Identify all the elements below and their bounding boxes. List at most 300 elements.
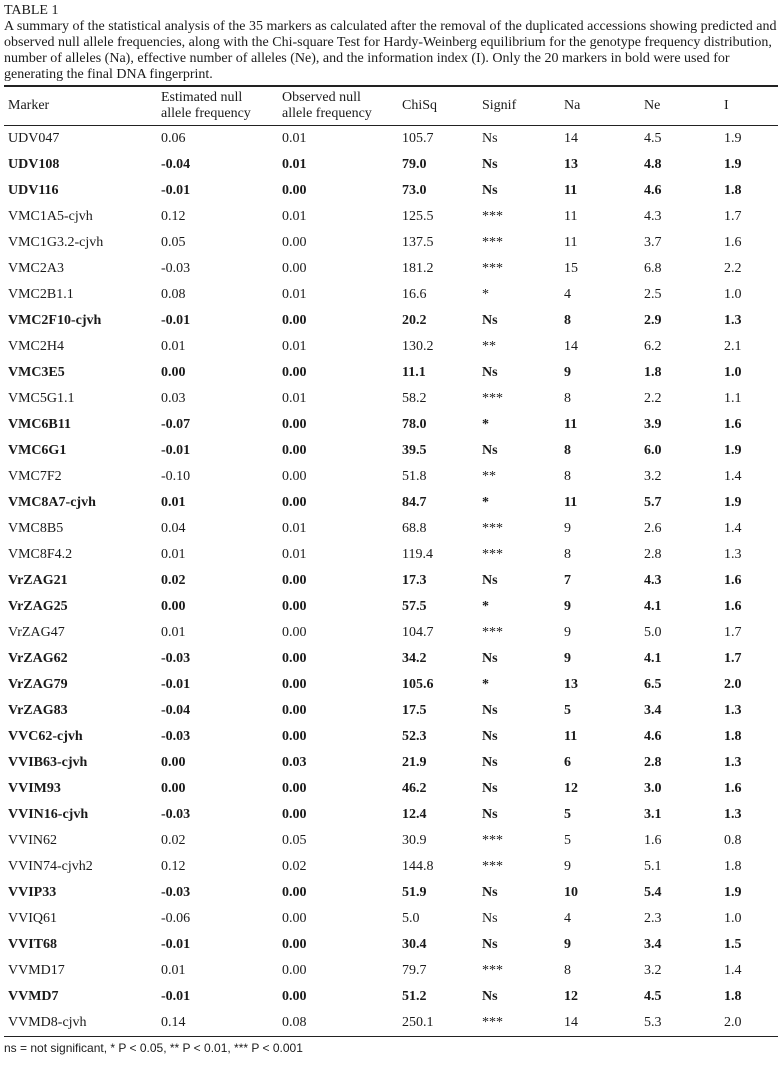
cell-estimated-null: 0.04 <box>161 521 186 536</box>
cell-marker: VrZAG21 <box>8 573 68 588</box>
cell-observed-null: 0.00 <box>282 651 307 666</box>
cell-na: 13 <box>564 157 578 172</box>
cell-signif: Ns <box>482 365 498 380</box>
cell-marker: VMC2F10-cjvh <box>8 313 102 328</box>
cell-ne: 3.4 <box>644 703 662 718</box>
cell-i: 2.1 <box>724 339 742 354</box>
cell-na: 14 <box>564 131 578 146</box>
cell-signif: *** <box>482 833 503 848</box>
cell-estimated-null: 0.01 <box>161 547 186 562</box>
cell-na: 9 <box>564 651 571 666</box>
cell-estimated-null: -0.01 <box>161 937 191 952</box>
table-row <box>4 672 778 698</box>
cell-observed-null: 0.00 <box>282 677 307 692</box>
cell-chisq: 137.5 <box>402 235 434 250</box>
table-row <box>4 386 778 412</box>
cell-marker: VVIP33 <box>8 885 57 900</box>
cell-observed-null: 0.01 <box>282 157 307 172</box>
table-row <box>4 698 778 724</box>
cell-na: 5 <box>564 807 571 822</box>
cell-ne: 2.5 <box>644 287 662 302</box>
table-row <box>4 360 778 386</box>
cell-ne: 6.0 <box>644 443 662 458</box>
cell-marker: VMC3E5 <box>8 365 65 380</box>
cell-i: 1.4 <box>724 963 742 978</box>
cell-estimated-null: -0.04 <box>161 703 191 718</box>
cell-i: 1.9 <box>724 495 742 510</box>
cell-observed-null: 0.08 <box>282 1015 307 1030</box>
cell-observed-null: 0.01 <box>282 209 307 224</box>
cell-observed-null: 0.00 <box>282 989 307 1004</box>
cell-signif: * <box>482 287 489 302</box>
cell-estimated-null: -0.03 <box>161 729 191 744</box>
cell-i: 1.3 <box>724 755 742 770</box>
cell-estimated-null: 0.14 <box>161 1015 186 1030</box>
header-estimated-null-line2: allele frequency <box>161 106 251 121</box>
cell-i: 1.5 <box>724 937 742 952</box>
cell-marker: VVIT68 <box>8 937 58 952</box>
cell-na: 14 <box>564 339 578 354</box>
cell-marker: VVIN16-cjvh <box>8 807 89 822</box>
cell-chisq: 30.4 <box>402 937 427 952</box>
cell-na: 12 <box>564 989 578 1004</box>
cell-signif: *** <box>482 521 503 536</box>
table-row <box>4 126 778 153</box>
cell-ne: 4.5 <box>644 131 662 146</box>
cell-chisq: 52.3 <box>402 729 427 744</box>
cell-chisq: 58.2 <box>402 391 427 406</box>
cell-i: 1.3 <box>724 313 742 328</box>
cell-signif: Ns <box>482 755 498 770</box>
cell-ne: 3.7 <box>644 235 662 250</box>
cell-chisq: 39.5 <box>402 443 427 458</box>
cell-na: 5 <box>564 703 571 718</box>
cell-observed-null: 0.00 <box>282 625 307 640</box>
cell-observed-null: 0.02 <box>282 859 307 874</box>
cell-estimated-null: -0.01 <box>161 989 191 1004</box>
cell-i: 1.4 <box>724 469 742 484</box>
cell-ne: 1.8 <box>644 365 662 380</box>
cell-signif: *** <box>482 209 503 224</box>
cell-na: 8 <box>564 469 571 484</box>
table-footnote: ns = not significant, * P < 0.05, ** P < 0.01, *** P < 0.001 <box>4 1041 303 1055</box>
cell-marker: VMC2B1.1 <box>8 287 74 302</box>
cell-marker: VVMD8-cjvh <box>8 1015 87 1030</box>
cell-na: 5 <box>564 833 571 848</box>
cell-estimated-null: 0.06 <box>161 131 186 146</box>
cell-i: 1.7 <box>724 209 742 224</box>
table-row <box>4 620 778 646</box>
cell-ne: 5.4 <box>644 885 662 900</box>
cell-observed-null: 0.01 <box>282 391 307 406</box>
cell-na: 7 <box>564 573 571 588</box>
cell-ne: 4.6 <box>644 729 662 744</box>
cell-chisq: 119.4 <box>402 547 433 562</box>
cell-ne: 3.2 <box>644 963 662 978</box>
table-header-row <box>4 86 778 126</box>
table-row <box>4 542 778 568</box>
cell-na: 11 <box>564 209 578 224</box>
cell-chisq: 17.3 <box>402 573 427 588</box>
cell-observed-null: 0.00 <box>282 313 307 328</box>
cell-observed-null: 0.00 <box>282 573 307 588</box>
cell-marker: UDV047 <box>8 131 60 146</box>
cell-chisq: 78.0 <box>402 417 427 432</box>
cell-na: 9 <box>564 365 571 380</box>
cell-observed-null: 0.00 <box>282 963 307 978</box>
cell-marker: VMC8B5 <box>8 521 64 536</box>
header-observed-null-line1: Observed null <box>282 90 361 105</box>
cell-ne: 4.3 <box>644 209 662 224</box>
header-observed-null-line2: allele frequency <box>282 106 372 121</box>
cell-i: 1.8 <box>724 729 742 744</box>
cell-observed-null: 0.00 <box>282 885 307 900</box>
cell-signif: Ns <box>482 443 498 458</box>
table-body <box>4 126 778 1037</box>
cell-signif: Ns <box>482 703 498 718</box>
cell-chisq: 11.1 <box>402 365 426 380</box>
cell-observed-null: 0.00 <box>282 235 307 250</box>
cell-marker: UDV108 <box>8 157 60 172</box>
cell-signif: * <box>482 417 489 432</box>
cell-observed-null: 0.00 <box>282 807 307 822</box>
cell-i: 1.9 <box>724 157 742 172</box>
cell-chisq: 12.4 <box>402 807 427 822</box>
cell-marker: VrZAG83 <box>8 703 68 718</box>
cell-marker: VVC62-cjvh <box>8 729 83 744</box>
cell-estimated-null: -0.03 <box>161 807 191 822</box>
header-estimated-null-line1: Estimated null <box>161 90 243 105</box>
cell-chisq: 144.8 <box>402 859 434 874</box>
cell-ne: 2.3 <box>644 911 662 926</box>
cell-i: 1.6 <box>724 573 742 588</box>
cell-estimated-null: 0.01 <box>161 495 186 510</box>
cell-signif: Ns <box>482 313 498 328</box>
table-row <box>4 1010 778 1037</box>
cell-i: 1.8 <box>724 989 742 1004</box>
cell-observed-null: 0.00 <box>282 469 307 484</box>
cell-observed-null: 0.00 <box>282 183 307 198</box>
table-row <box>4 334 778 360</box>
cell-na: 11 <box>564 235 578 250</box>
cell-observed-null: 0.00 <box>282 729 307 744</box>
cell-i: 0.8 <box>724 833 742 848</box>
header-estimated-null <box>157 86 278 126</box>
cell-ne: 2.6 <box>644 521 662 536</box>
cell-ne: 3.1 <box>644 807 662 822</box>
cell-i: 1.7 <box>724 651 742 666</box>
cell-i: 1.4 <box>724 521 742 536</box>
table-caption: A summary of the statistical analysis of the 35 markers as calculated after the removal of the duplicated accessions showing predicted and observed null allele frequencies, along with the Chi-square Test for Hardy-Weinberg equilibrium for the genotype frequency distribution, number of alleles (Na), effective number of alleles (Ne), and the information index (I). Only the 20 markers in bold were used for generating the final DNA fingerprint. <box>4 19 777 82</box>
cell-na: 6 <box>564 755 571 770</box>
cell-i: 2.2 <box>724 261 742 276</box>
cell-estimated-null: 0.12 <box>161 859 186 874</box>
cell-ne: 5.7 <box>644 495 662 510</box>
cell-observed-null: 0.00 <box>282 417 307 432</box>
table-row <box>4 230 778 256</box>
cell-signif: * <box>482 599 489 614</box>
table-row <box>4 880 778 906</box>
table-row <box>4 282 778 308</box>
cell-signif: *** <box>482 859 503 874</box>
cell-marker: VMC1G3.2-cjvh <box>8 235 104 250</box>
cell-chisq: 181.2 <box>402 261 434 276</box>
cell-i: 1.9 <box>724 885 742 900</box>
cell-estimated-null: -0.10 <box>161 469 191 484</box>
cell-na: 11 <box>564 183 578 198</box>
cell-chisq: 130.2 <box>402 339 434 354</box>
cell-signif: * <box>482 495 489 510</box>
cell-chisq: 34.2 <box>402 651 427 666</box>
cell-chisq: 105.7 <box>402 131 434 146</box>
table-row <box>4 490 778 516</box>
table-row <box>4 152 778 178</box>
cell-marker: VMC5G1.1 <box>8 391 75 406</box>
header-na: Na <box>564 98 581 113</box>
cell-signif: *** <box>482 1015 503 1030</box>
cell-i: 1.0 <box>724 287 742 302</box>
cell-estimated-null: 0.00 <box>161 599 186 614</box>
cell-signif: Ns <box>482 807 498 822</box>
table-row <box>4 204 778 230</box>
cell-chisq: 73.0 <box>402 183 427 198</box>
cell-ne: 2.2 <box>644 391 662 406</box>
header-chisq: ChiSq <box>402 98 438 113</box>
table-row <box>4 594 778 620</box>
cell-chisq: 57.5 <box>402 599 427 614</box>
cell-ne: 5.1 <box>644 859 662 874</box>
cell-na: 4 <box>564 287 571 302</box>
cell-na: 13 <box>564 677 578 692</box>
cell-chisq: 125.5 <box>402 209 434 224</box>
cell-chisq: 30.9 <box>402 833 427 848</box>
cell-observed-null: 0.03 <box>282 755 307 770</box>
cell-signif: Ns <box>482 131 498 146</box>
cell-signif: ** <box>482 469 496 484</box>
cell-na: 8 <box>564 391 571 406</box>
header-marker: Marker <box>8 98 50 113</box>
table-row <box>4 958 778 984</box>
cell-observed-null: 0.00 <box>282 937 307 952</box>
cell-na: 11 <box>564 417 578 432</box>
table-label: TABLE 1 <box>4 3 59 18</box>
cell-observed-null: 0.00 <box>282 365 307 380</box>
cell-i: 2.0 <box>724 1015 742 1030</box>
cell-ne: 6.5 <box>644 677 662 692</box>
cell-marker: VVIN74-cjvh2 <box>8 859 93 874</box>
cell-signif: ** <box>482 339 496 354</box>
table-row <box>4 256 778 282</box>
cell-estimated-null: -0.01 <box>161 677 191 692</box>
cell-marker: VVIN62 <box>8 833 57 848</box>
cell-signif: Ns <box>482 911 498 926</box>
cell-estimated-null: 0.02 <box>161 573 186 588</box>
cell-signif: * <box>482 677 489 692</box>
cell-signif: Ns <box>482 573 498 588</box>
cell-marker: VMC2H4 <box>8 339 65 354</box>
cell-signif: Ns <box>482 885 498 900</box>
cell-chisq: 16.6 <box>402 287 427 302</box>
cell-chisq: 51.9 <box>402 885 427 900</box>
cell-estimated-null: -0.03 <box>161 261 191 276</box>
table-row <box>4 568 778 594</box>
cell-observed-null: 0.00 <box>282 599 307 614</box>
cell-estimated-null: 0.08 <box>161 287 186 302</box>
cell-estimated-null: -0.06 <box>161 911 191 926</box>
cell-marker: VMC8F4.2 <box>8 547 73 562</box>
cell-signif: *** <box>482 235 503 250</box>
cell-chisq: 17.5 <box>402 703 427 718</box>
table-row <box>4 932 778 958</box>
cell-marker: VMC2A3 <box>8 261 65 276</box>
cell-na: 8 <box>564 313 571 328</box>
cell-chisq: 21.9 <box>402 755 427 770</box>
cell-ne: 2.8 <box>644 547 662 562</box>
cell-i: 1.0 <box>724 911 742 926</box>
cell-observed-null: 0.00 <box>282 911 307 926</box>
table-row <box>4 438 778 464</box>
cell-marker: VVIB63-cjvh <box>8 755 88 770</box>
cell-na: 15 <box>564 261 578 276</box>
header-ne: Ne <box>644 98 661 113</box>
cell-marker: VVIM93 <box>8 781 61 796</box>
cell-na: 12 <box>564 781 578 796</box>
cell-i: 1.8 <box>724 183 742 198</box>
cell-observed-null: 0.01 <box>282 339 307 354</box>
cell-ne: 5.3 <box>644 1015 662 1030</box>
cell-na: 4 <box>564 911 571 926</box>
cell-chisq: 79.7 <box>402 963 427 978</box>
cell-chisq: 79.0 <box>402 157 427 172</box>
cell-ne: 4.8 <box>644 157 662 172</box>
cell-estimated-null: -0.07 <box>161 417 191 432</box>
header-signif: Signif <box>482 98 517 113</box>
cell-ne: 5.0 <box>644 625 662 640</box>
cell-signif: Ns <box>482 729 498 744</box>
cell-na: 9 <box>564 625 571 640</box>
cell-observed-null: 0.00 <box>282 781 307 796</box>
cell-chisq: 5.0 <box>402 911 420 926</box>
table-row <box>4 308 778 334</box>
cell-marker: VMC6G1 <box>8 443 67 458</box>
cell-marker: VrZAG47 <box>8 625 65 640</box>
table-row <box>4 178 778 204</box>
cell-ne: 4.6 <box>644 183 662 198</box>
cell-ne: 4.3 <box>644 573 662 588</box>
table-row <box>4 828 778 854</box>
table-row <box>4 906 778 932</box>
cell-marker: VMC6B11 <box>8 417 71 432</box>
table-row <box>4 464 778 490</box>
cell-na: 8 <box>564 547 571 562</box>
cell-observed-null: 0.01 <box>282 131 307 146</box>
cell-chisq: 68.8 <box>402 521 427 536</box>
cell-estimated-null: 0.12 <box>161 209 186 224</box>
cell-i: 1.6 <box>724 235 742 250</box>
cell-signif: *** <box>482 391 503 406</box>
cell-estimated-null: 0.00 <box>161 365 186 380</box>
table-row <box>4 724 778 750</box>
cell-chisq: 105.6 <box>402 677 434 692</box>
cell-i: 1.6 <box>724 781 742 796</box>
cell-na: 11 <box>564 495 578 510</box>
cell-observed-null: 0.00 <box>282 703 307 718</box>
table-row <box>4 854 778 880</box>
cell-ne: 1.6 <box>644 833 662 848</box>
cell-na: 14 <box>564 1015 578 1030</box>
cell-signif: Ns <box>482 781 498 796</box>
cell-i: 1.3 <box>724 547 742 562</box>
cell-observed-null: 0.05 <box>282 833 307 848</box>
table-row <box>4 776 778 802</box>
cell-signif: Ns <box>482 183 498 198</box>
cell-estimated-null: 0.00 <box>161 755 186 770</box>
cell-observed-null: 0.01 <box>282 521 307 536</box>
cell-observed-null: 0.00 <box>282 261 307 276</box>
cell-na: 11 <box>564 729 578 744</box>
cell-i: 1.7 <box>724 625 742 640</box>
cell-ne: 4.1 <box>644 599 662 614</box>
cell-i: 1.0 <box>724 365 742 380</box>
cell-estimated-null: -0.03 <box>161 885 191 900</box>
marker-statistics-table <box>4 85 778 1037</box>
cell-marker: VVMD17 <box>8 963 65 978</box>
cell-ne: 2.9 <box>644 313 662 328</box>
cell-i: 2.0 <box>724 677 742 692</box>
cell-estimated-null: -0.01 <box>161 443 191 458</box>
cell-estimated-null: 0.01 <box>161 339 186 354</box>
cell-ne: 2.8 <box>644 755 662 770</box>
cell-marker: VMC7F2 <box>8 469 62 484</box>
table-row <box>4 412 778 438</box>
cell-chisq: 51.8 <box>402 469 427 484</box>
cell-estimated-null: 0.02 <box>161 833 186 848</box>
cell-estimated-null: -0.03 <box>161 651 191 666</box>
cell-chisq: 46.2 <box>402 781 427 796</box>
cell-ne: 4.5 <box>644 989 662 1004</box>
cell-na: 9 <box>564 599 571 614</box>
cell-ne: 6.2 <box>644 339 662 354</box>
cell-i: 1.6 <box>724 599 742 614</box>
cell-estimated-null: -0.01 <box>161 313 191 328</box>
cell-signif: *** <box>482 261 503 276</box>
table-row <box>4 516 778 542</box>
cell-marker: VMC8A7-cjvh <box>8 495 96 510</box>
table-row <box>4 802 778 828</box>
cell-signif: Ns <box>482 937 498 952</box>
cell-signif: *** <box>482 625 503 640</box>
cell-i: 1.3 <box>724 807 742 822</box>
cell-na: 9 <box>564 859 571 874</box>
cell-na: 9 <box>564 937 571 952</box>
cell-marker: UDV116 <box>8 183 59 198</box>
cell-observed-null: 0.01 <box>282 547 307 562</box>
cell-signif: Ns <box>482 157 498 172</box>
cell-signif: Ns <box>482 989 498 1004</box>
cell-na: 8 <box>564 443 571 458</box>
cell-marker: VVIQ61 <box>8 911 57 926</box>
cell-ne: 4.1 <box>644 651 662 666</box>
cell-chisq: 84.7 <box>402 495 427 510</box>
cell-i: 1.3 <box>724 703 742 718</box>
cell-ne: 3.0 <box>644 781 662 796</box>
cell-estimated-null: 0.01 <box>161 963 186 978</box>
cell-estimated-null: 0.05 <box>161 235 186 250</box>
cell-marker: VVMD7 <box>8 989 59 1004</box>
cell-na: 8 <box>564 963 571 978</box>
cell-estimated-null: -0.01 <box>161 183 191 198</box>
cell-marker: VrZAG25 <box>8 599 68 614</box>
